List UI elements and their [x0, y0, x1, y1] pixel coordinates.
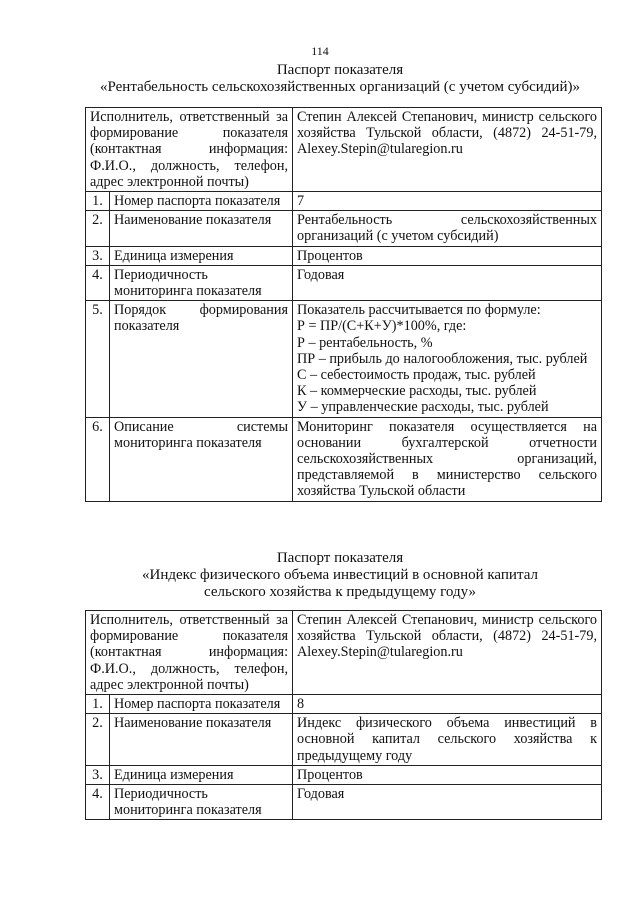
row-value: Индекс физического объема инвестиций в основной капитал сельского хозяйства к предыдущему году [293, 714, 602, 766]
row-label: Описание системы мониторинга показателя [110, 417, 293, 501]
table-row [86, 301, 602, 417]
row-number: 4. [86, 785, 110, 820]
executor-row [86, 108, 602, 192]
formula-line: ПР – прибыль до налогообложения, тыс. рублей [297, 350, 588, 367]
row-value: Годовая [293, 265, 602, 300]
row-label: Наименование показателя [110, 714, 293, 766]
row-label: Номер паспорта показателя [110, 192, 293, 211]
row-value: Годовая [293, 785, 602, 820]
table-row [86, 714, 602, 766]
table-row [86, 765, 602, 784]
passport-2-heading [80, 550, 600, 601]
table-row [86, 192, 602, 211]
executor-label: Исполнитель, ответственный за формирование показателя (контактная информация: Ф.И.О., должность, телефон, адрес электронной почты) [86, 611, 293, 695]
row-label: Наименование показателя [110, 211, 293, 246]
row-value: Процентов [293, 765, 602, 784]
row-number: 3. [86, 246, 110, 265]
table-row [86, 417, 602, 501]
row-number: 4. [86, 265, 110, 300]
row-number: 5. [86, 301, 110, 417]
row-label: Порядок формирования показателя [110, 301, 293, 417]
row-value: Мониторинг показателя осуществляется на основании бухгалтерской отчетности сельскохозяйственных организаций, представляемой в министерство сельского хозяйства Тульской области [293, 417, 602, 501]
row-number: 1. [86, 192, 110, 211]
formula-line: Р – рентабельность, % [297, 334, 433, 351]
passport-2-subtitle-line: сельского хозяйства к предыдущему году» [204, 584, 476, 600]
row-number: 3. [86, 765, 110, 784]
executor-value: Степин Алексей Степанович, министр сельского хозяйства Тульской области, (4872) 24-51-79, Alexey.Stepin@tularegion.ru [293, 611, 602, 695]
formula-line: Р = ПР/(С+К+У)*100%, где: [297, 318, 467, 335]
row-label: Периодичность мониторинга показателя [110, 785, 293, 820]
row-value: Процентов [293, 246, 602, 265]
formula-line: С – себестоимость продаж, тыс. рублей [297, 367, 536, 384]
row-label: Периодичность мониторинга показателя [110, 265, 293, 300]
formula-line: У – управленческие расходы, тыс. рублей [297, 399, 549, 416]
row-value: Рентабельность сельскохозяйственных организаций (с учетом субсидий) [293, 211, 602, 246]
passport-2-subtitle-line: «Индекс физического объема инвестиций в основной капитал [142, 567, 538, 583]
row-label: Единица измерения [110, 246, 293, 265]
passport-1-table [85, 107, 602, 502]
row-number: 1. [86, 695, 110, 714]
row-number: 2. [86, 211, 110, 246]
row-number: 6. [86, 417, 110, 501]
executor-value: Степин Алексей Степанович, министр сельского хозяйства Тульской области, (4872) 24-51-79, Alexey.Stepin@tularegion.ru [293, 108, 602, 192]
row-value: 7 [293, 192, 602, 211]
formula-cell [293, 301, 602, 417]
executor-label: Исполнитель, ответственный за формирование показателя (контактная информация: Ф.И.О., должность, телефон, адрес электронной почты) [86, 108, 293, 192]
table-row [86, 246, 602, 265]
row-label: Номер паспорта показателя [110, 695, 293, 714]
page-number: 114 [311, 44, 329, 58]
table-row [86, 265, 602, 300]
passport-1-subtitle: «Рентабельность сельскохозяйственных организаций (с учетом субсидий)» [100, 79, 580, 95]
row-label: Единица измерения [110, 765, 293, 784]
table-row [86, 785, 602, 820]
formula-line: К – коммерческие расходы, тыс. рублей [297, 383, 537, 400]
row-value: 8 [293, 695, 602, 714]
passport-2-table [85, 610, 602, 820]
executor-row [86, 611, 602, 695]
table-row [86, 211, 602, 246]
passport-2-title: Паспорт показателя [276, 550, 404, 566]
table-row [86, 695, 602, 714]
passport-1-title: Паспорт показателя [276, 62, 404, 78]
formula-line: Показатель рассчитывается по формуле: [297, 302, 541, 319]
row-number: 2. [86, 714, 110, 766]
passport-1-heading [80, 62, 600, 96]
